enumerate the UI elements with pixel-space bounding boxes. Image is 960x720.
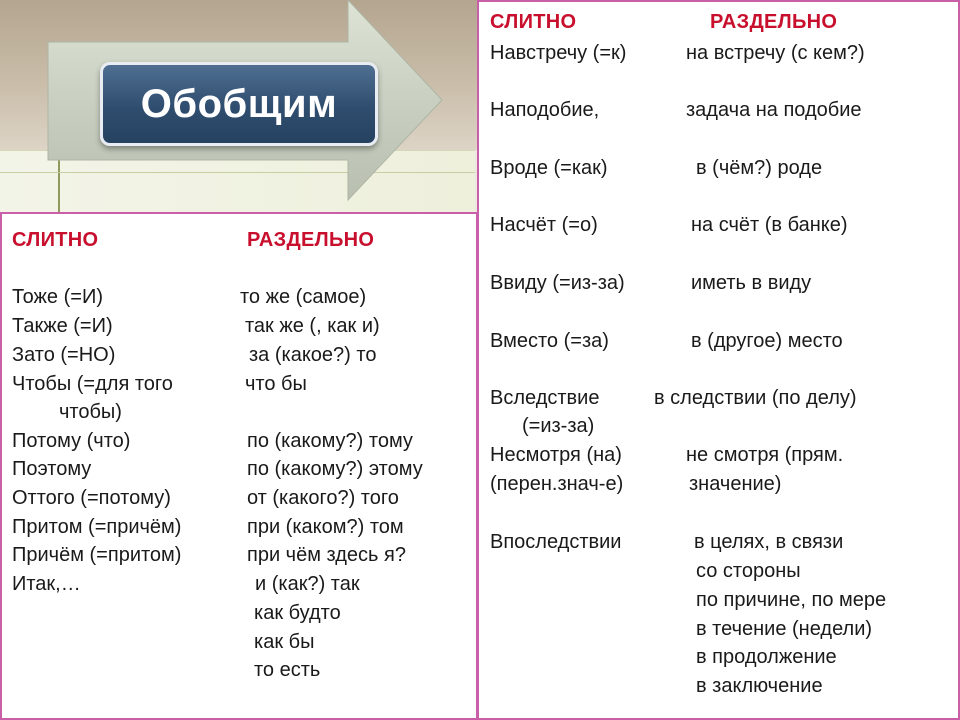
- word-together: Вроде (=как): [490, 157, 608, 179]
- word-separate: в (другое) место: [691, 330, 843, 352]
- word-together: чтобы): [59, 401, 122, 423]
- word-separate: по (какому?) тому: [247, 430, 413, 452]
- page-title: Обобщим: [140, 81, 338, 126]
- word-separate: в (чём?) роде: [696, 157, 823, 179]
- word-separate: и (как?) так: [255, 573, 360, 595]
- word-together: Итак,…: [12, 573, 81, 595]
- word-separate: то есть: [254, 659, 321, 681]
- word-separate: как бы: [254, 631, 315, 653]
- word-separate: задача на подобие: [686, 99, 862, 121]
- word-together: Притом (=причём): [12, 516, 182, 538]
- word-together: Навстречу (=к): [490, 42, 627, 64]
- word-separate: то же (самое): [240, 286, 367, 308]
- word-together: Оттого (=потому): [12, 487, 171, 509]
- left-panel: [0, 212, 478, 720]
- word-together: Наподобие,: [490, 99, 600, 121]
- word-together: Тоже (=И): [12, 286, 103, 308]
- word-separate: в целях, в связи: [694, 531, 844, 553]
- word-separate: в заключение: [696, 675, 823, 697]
- word-separate: так же (, как и): [245, 315, 380, 337]
- word-separate: при (каком?) том: [247, 516, 404, 538]
- header-separate: РАЗДЕЛЬНО: [247, 229, 375, 251]
- word-together: Вследствие: [490, 387, 600, 409]
- word-together: (перен.знач-е): [490, 473, 624, 495]
- word-together: (=из-за): [522, 415, 595, 437]
- word-separate: при чём здесь я?: [247, 544, 406, 566]
- word-together: Зато (=НО): [12, 344, 116, 366]
- word-separate: что бы: [245, 373, 307, 395]
- header-together: СЛИТНО: [12, 229, 99, 251]
- word-separate: значение): [689, 473, 782, 495]
- word-separate: на встречу (с кем?): [686, 42, 865, 64]
- word-together: Вместо (=за): [490, 330, 609, 352]
- word-together: Несмотря (на): [490, 444, 622, 466]
- header-together: СЛИТНО: [490, 11, 577, 33]
- word-separate: на счёт (в банке): [691, 214, 848, 236]
- word-together: Также (=И): [12, 315, 113, 337]
- word-separate: от (какого?) того: [247, 487, 399, 509]
- word-separate: как будто: [254, 602, 341, 624]
- word-separate: не смотря (прям.: [686, 444, 844, 466]
- word-together: Ввиду (=из-за): [490, 272, 625, 294]
- word-together: Поэтому: [12, 458, 92, 480]
- word-separate: в следствии (по делу): [654, 387, 857, 409]
- word-separate: иметь в виду: [691, 272, 812, 294]
- word-together: Потому (что): [12, 430, 131, 452]
- word-separate: за (какое?) то: [249, 344, 377, 366]
- word-separate: в продолжение: [696, 646, 837, 668]
- header-separate: РАЗДЕЛЬНО: [710, 11, 838, 33]
- word-together: Причём (=притом): [12, 544, 182, 566]
- title-badge: [100, 62, 378, 146]
- right-panel: [477, 0, 960, 720]
- word-together: Чтобы (=для того: [12, 373, 173, 395]
- word-separate: по (какому?) этому: [247, 458, 423, 480]
- word-separate: по причине, по мере: [696, 589, 887, 611]
- word-separate: в течение (недели): [696, 618, 873, 640]
- word-separate: со стороны: [696, 560, 801, 582]
- word-together: Насчёт (=о): [490, 214, 598, 236]
- word-together: Впоследствии: [490, 531, 622, 553]
